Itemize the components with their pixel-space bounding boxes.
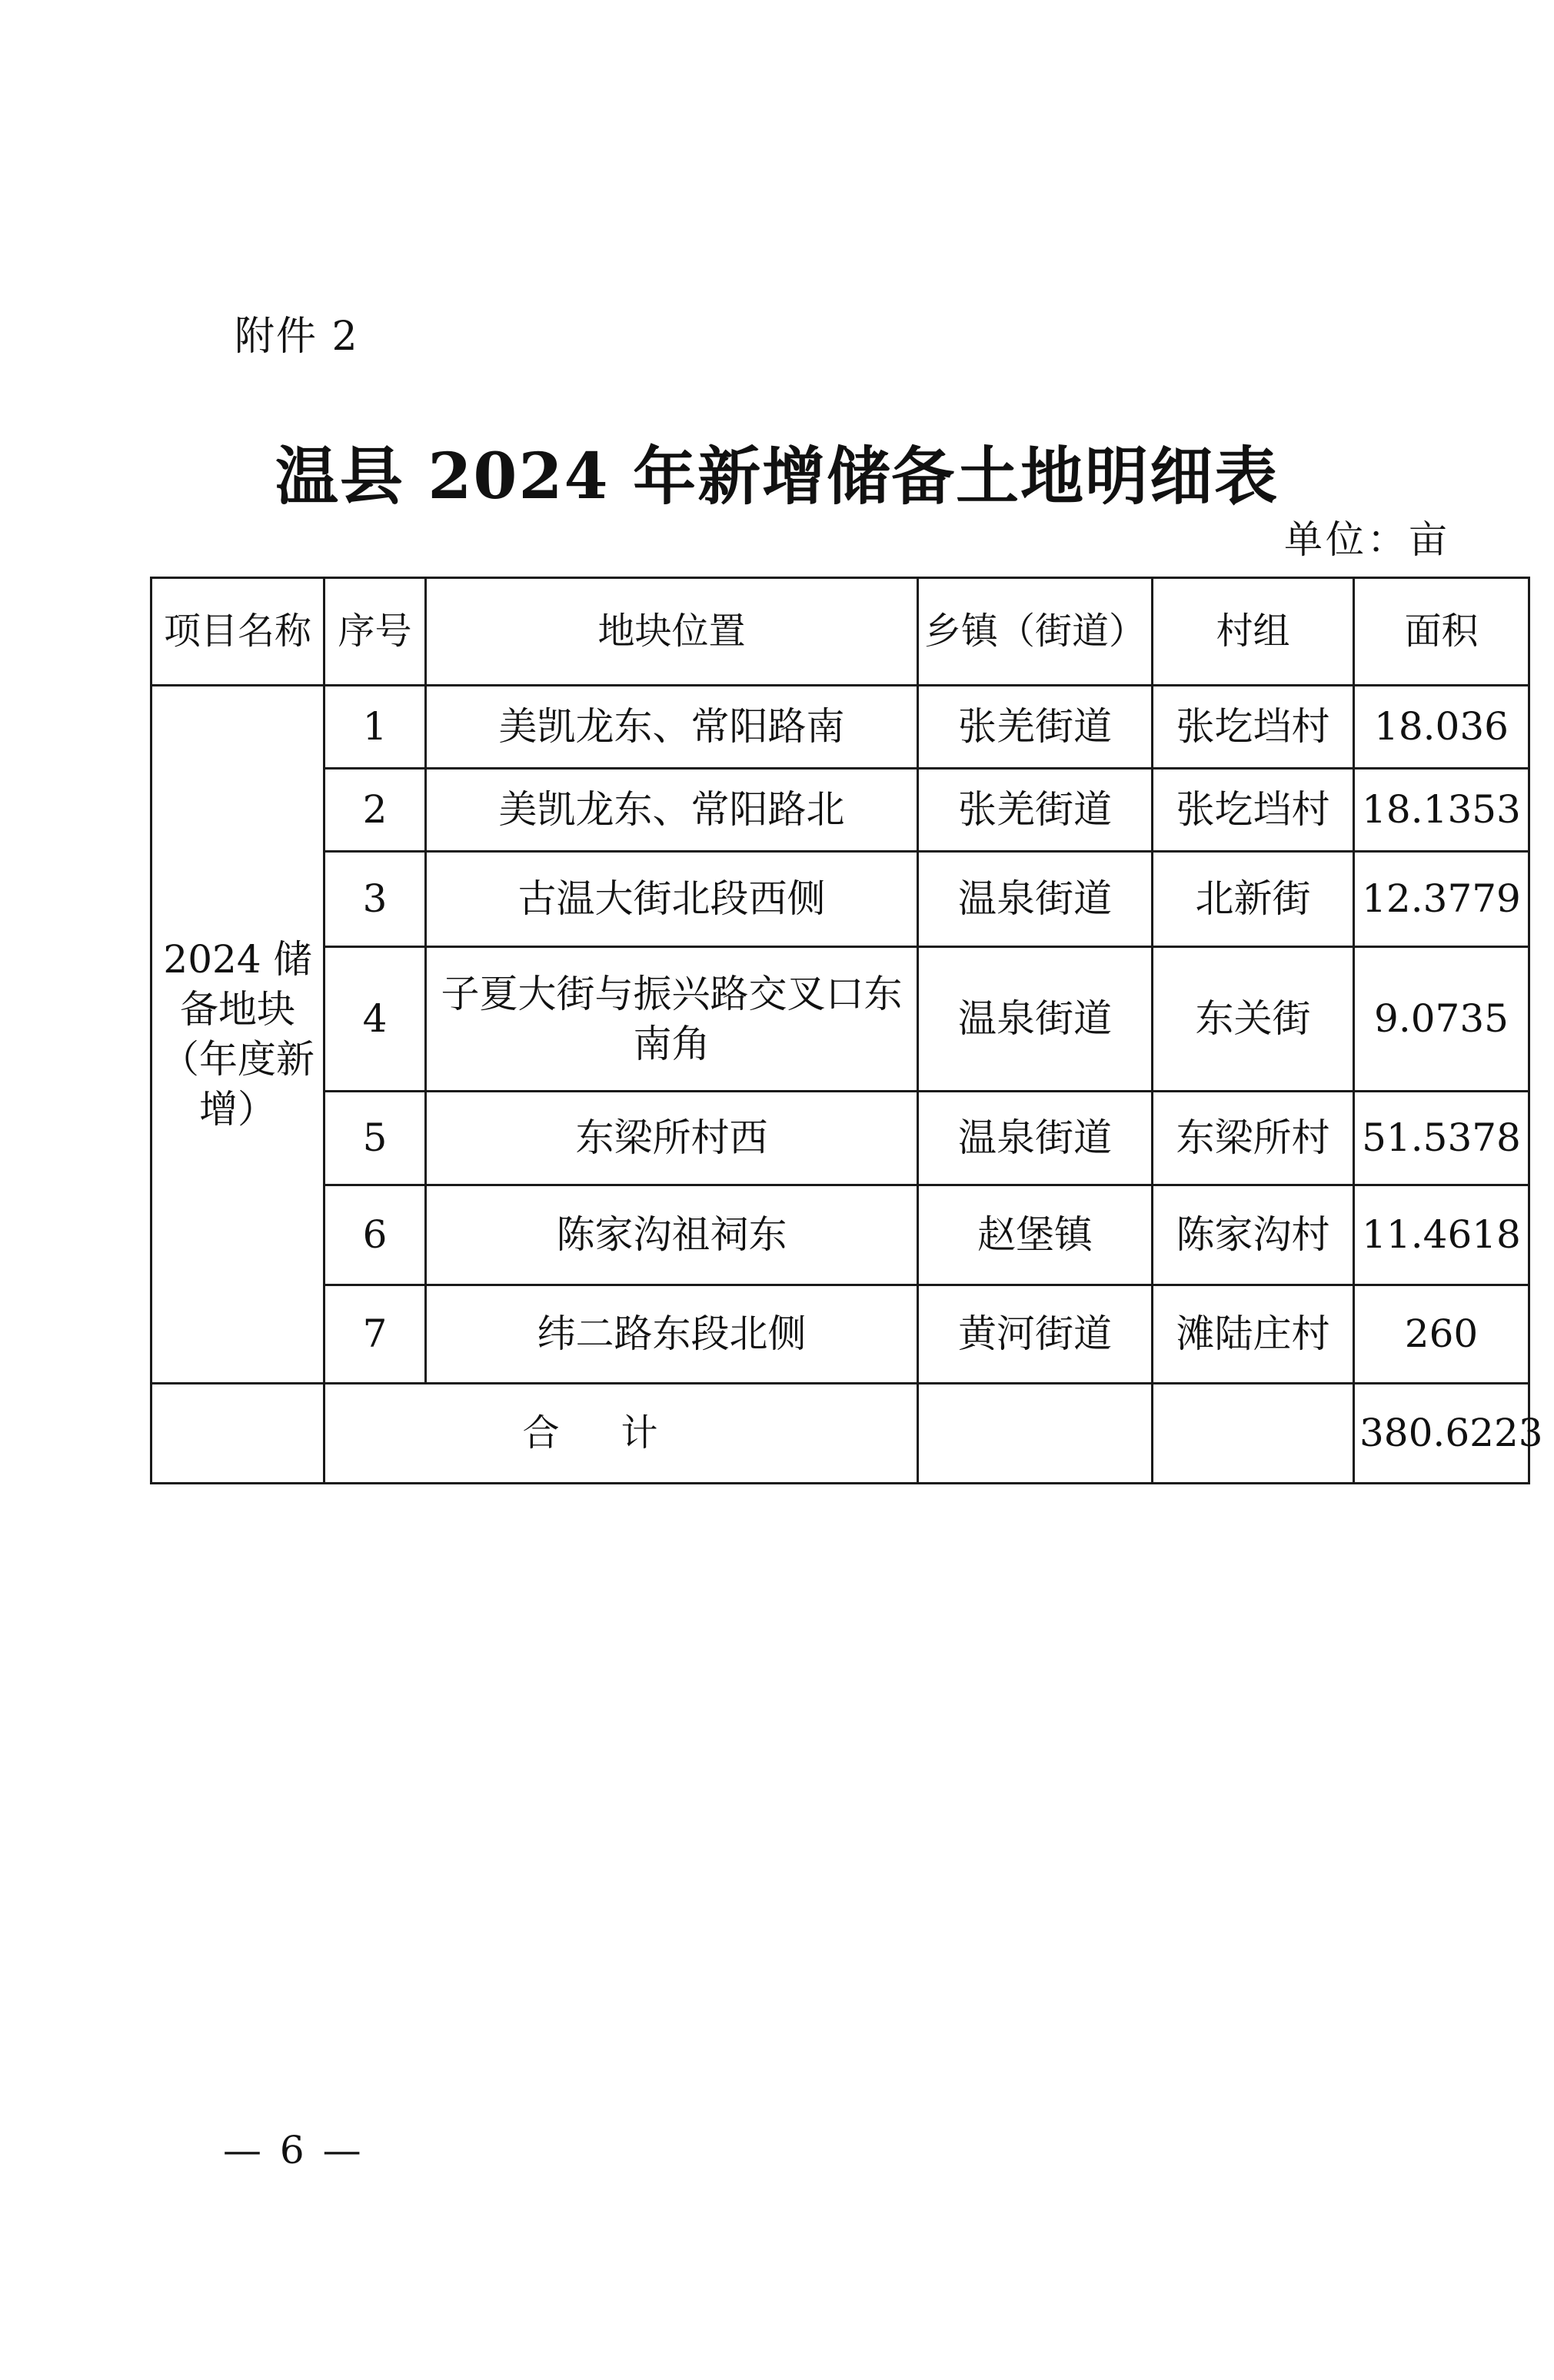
area-cell: 9.0735 (1354, 947, 1529, 1092)
town-cell: 张羌街道 (918, 769, 1153, 852)
village-cell: 陈家沟村 (1153, 1185, 1354, 1285)
location-cell: 陈家沟祖祠东 (426, 1185, 918, 1285)
area-cell: 51.5378 (1354, 1092, 1529, 1185)
row-number-cell: 1 (324, 686, 426, 769)
village-cell: 东关街 (1153, 947, 1354, 1092)
town-cell: 张羌街道 (918, 686, 1153, 769)
row-number-cell: 7 (324, 1285, 426, 1384)
total-row (151, 1384, 1529, 1484)
location-cell: 纬二路东段北侧 (426, 1285, 918, 1384)
column-header-number: 序号 (324, 578, 426, 686)
table-row (151, 686, 1529, 769)
table-row (151, 947, 1529, 1092)
area-cell: 12.3779 (1354, 852, 1529, 947)
page-title: 温县 2024 年新增储备土地明细表 (275, 440, 1279, 514)
town-cell: 黄河街道 (918, 1285, 1153, 1384)
unit-label: 单位：亩 (1284, 517, 1450, 562)
location-cell: 子夏大街与振兴路交叉口东南角 (426, 947, 918, 1092)
column-header-location: 地块位置 (426, 578, 918, 686)
row-number-cell: 4 (324, 947, 426, 1092)
total-empty-cell (151, 1384, 324, 1484)
location-cell: 美凯龙东、常阳路南 (426, 686, 918, 769)
village-cell: 滩陆庄村 (1153, 1285, 1354, 1384)
total-empty-cell (1153, 1384, 1354, 1484)
village-cell: 张圪垱村 (1153, 769, 1354, 852)
table-header-row (151, 578, 1529, 686)
village-cell: 北新街 (1153, 852, 1354, 947)
page-number: — 6 — (223, 2128, 364, 2172)
land-detail-table (150, 577, 1543, 1484)
village-cell: 东梁所村 (1153, 1092, 1354, 1185)
table-row (151, 1092, 1529, 1185)
row-number-cell: 3 (324, 852, 426, 947)
location-cell: 古温大街北段西侧 (426, 852, 918, 947)
attachment-label: 附件 2 (235, 314, 359, 360)
row-number-cell: 5 (324, 1092, 426, 1185)
location-cell: 东梁所村西 (426, 1092, 918, 1185)
location-cell: 美凯龙东、常阳路北 (426, 769, 918, 852)
town-cell: 温泉街道 (918, 852, 1153, 947)
column-header-town: 乡镇（街道） (918, 578, 1153, 686)
village-cell: 张圪垱村 (1153, 686, 1354, 769)
table-row (151, 852, 1529, 947)
project-name-cell: 2024 储备地块（年度新增） (151, 686, 324, 1384)
area-cell: 11.4618 (1354, 1185, 1529, 1285)
row-number-cell: 2 (324, 769, 426, 852)
area-cell: 18.036 (1354, 686, 1529, 769)
town-cell: 赵堡镇 (918, 1185, 1153, 1285)
column-header-project: 项目名称 (151, 578, 324, 686)
row-number-cell: 6 (324, 1185, 426, 1285)
table-row (151, 769, 1529, 852)
area-cell: 18.1353 (1354, 769, 1529, 852)
town-cell: 温泉街道 (918, 947, 1153, 1092)
total-area-cell: 380.6223 (1354, 1384, 1529, 1484)
column-header-area: 面积 (1354, 578, 1529, 686)
table-row (151, 1185, 1529, 1285)
total-label: 合计 (324, 1384, 918, 1484)
town-cell: 温泉街道 (918, 1092, 1153, 1185)
area-cell: 260 (1354, 1285, 1529, 1384)
total-empty-cell (918, 1384, 1153, 1484)
column-header-village: 村组 (1153, 578, 1354, 686)
table-row (151, 1285, 1529, 1384)
